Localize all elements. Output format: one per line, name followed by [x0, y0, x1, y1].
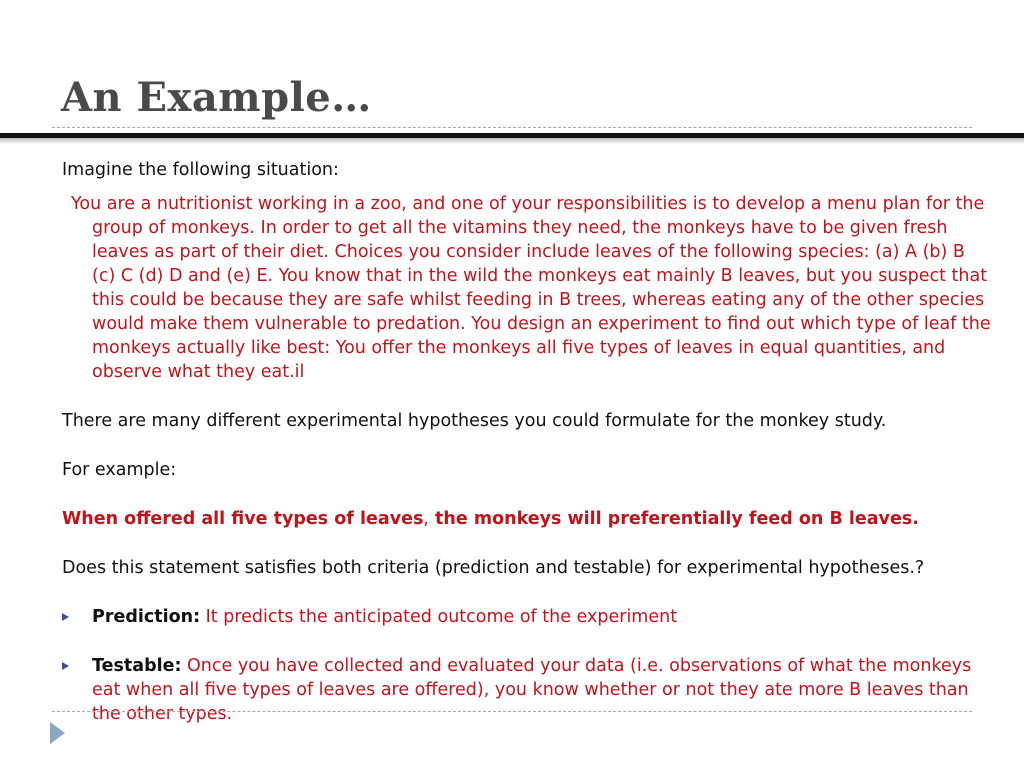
hypothesis-part-2: the monkeys will preferentially feed on B leaves. — [428, 509, 919, 529]
triangle-bullet-icon — [62, 662, 69, 670]
bullet-label: Prediction: — [92, 607, 201, 627]
spacer — [62, 629, 992, 654]
example-label: For example: — [62, 460, 177, 480]
triangle-bullet-icon — [62, 613, 69, 621]
slide-title: An Example… — [61, 74, 372, 121]
intro-text: Imagine the following situation: — [62, 160, 339, 180]
hypothesis-statement — [62, 507, 992, 531]
slide-body — [62, 158, 992, 726]
question-text: Does this statement satisfies both criteria (prediction and testable) for experimental hypotheses.? — [62, 558, 925, 578]
spacer — [62, 580, 992, 605]
bullet-text: It predicts the anticipated outcome of the experiment — [200, 607, 678, 627]
play-arrow-icon[interactable] — [50, 722, 65, 744]
spacer — [62, 433, 992, 458]
bullet-testable — [62, 654, 992, 726]
spacer — [62, 384, 992, 409]
hypotheses-text: There are many different experimental hypotheses you could formulate for the monkey study. — [62, 411, 887, 431]
title-divider-shadow — [0, 138, 1024, 144]
scenario-text: You are a nutritionist working in a zoo, and one of your responsibilities is to develop a menu plan for the group of monkeys. In order to get all the vitamins they need, the monkeys have to be given fresh leaves as part of their diet. Choices you consider include leaves of the following species: (a) A (b) B (c) C (d) D and (e) E. You know that in the wild the monkeys eat mainly B leaves, but you suspect that this could be because they are safe whilst feeding in B trees, whereas eating any of the other species would make them vulnerable to predation. You design an experiment to find out which type of leaf the monkeys actually like best: You offer the monkeys all five types of leaves in equal quantities, and observe what they eat.il — [71, 194, 991, 382]
spacer — [62, 482, 992, 507]
hypothesis-comma: , — [423, 509, 429, 529]
bullet-label: Testable: — [92, 656, 182, 676]
spacer — [62, 531, 992, 556]
hypothesis-part-1: When offered all five types of leaves — [62, 509, 424, 529]
bullet-text: Once you have collected and evaluated your data (i.e. observations of what the monkeys eat when all five types of leaves are offered), you know whether or not they ate more B leaves than the other types. — [92, 656, 972, 724]
bullet-prediction — [62, 605, 992, 629]
title-dashed-divider — [52, 127, 972, 128]
footer-dashed-divider — [52, 711, 972, 712]
